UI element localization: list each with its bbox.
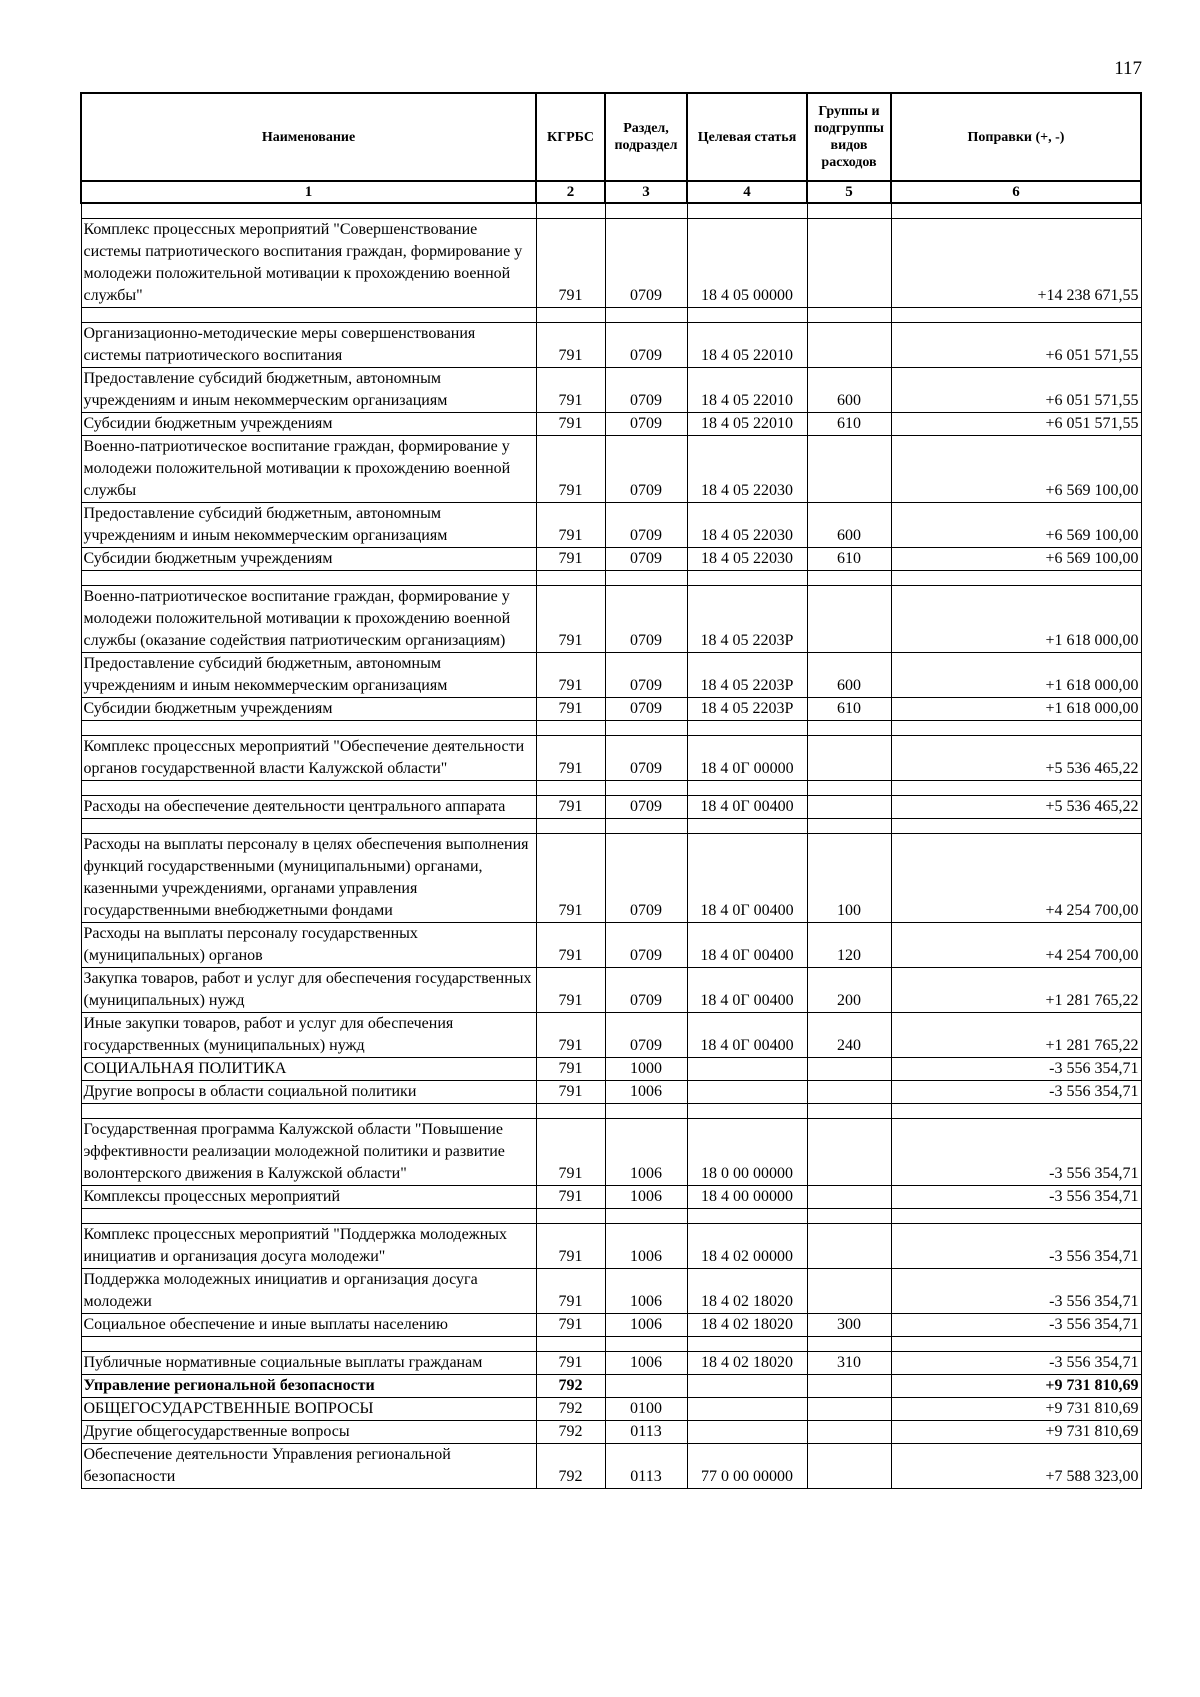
cell-amount: +5 536 465,22 [891, 736, 1141, 781]
cell-section: 1006 [605, 1314, 687, 1337]
spacer-cell [807, 571, 891, 586]
spacer-cell [687, 1104, 807, 1119]
spacer-cell [81, 1209, 536, 1224]
spacer-cell [891, 571, 1141, 586]
row-spacer [81, 203, 1141, 219]
cell-target: 18 4 02 18020 [687, 1352, 807, 1375]
cell-target: 18 4 05 22030 [687, 503, 807, 548]
cell-target: 18 4 05 22010 [687, 413, 807, 436]
cell-name: Государственная программа Калужской области "Повышение эффективности реализации молодежной политики и развитие волонтерского движения в Калужской области" [81, 1119, 536, 1186]
table-row [81, 219, 1141, 308]
table-row [81, 413, 1141, 436]
cell-name: Иные закупки товаров, работ и услуг для обеспечения государственных (муниципальных) нужд [81, 1013, 536, 1058]
cell-amount: +9 731 810,69 [891, 1421, 1141, 1444]
cell-kgrbs: 791 [536, 923, 605, 968]
cell-target: 18 4 0Г 00400 [687, 796, 807, 819]
spacer-cell [687, 308, 807, 323]
cell-target [687, 1421, 807, 1444]
cell-group [807, 1269, 891, 1314]
cell-amount: -3 556 354,71 [891, 1119, 1141, 1186]
cell-name: ОБЩЕГОСУДАРСТВЕННЫЕ ВОПРОСЫ [81, 1398, 536, 1421]
table-row [81, 1444, 1141, 1489]
spacer-cell [807, 203, 891, 219]
table-row [81, 698, 1141, 721]
table-row [81, 1186, 1141, 1209]
cell-kgrbs: 791 [536, 413, 605, 436]
cell-target: 18 0 00 00000 [687, 1119, 807, 1186]
budget-amendments-table [80, 92, 1142, 1489]
cell-section: 0709 [605, 796, 687, 819]
cell-group [807, 796, 891, 819]
table-row [81, 1421, 1141, 1444]
cell-name: Обеспечение деятельности Управления региональной безопасности [81, 1444, 536, 1489]
cell-name: Предоставление субсидий бюджетным, автономным учреждениям и иным некоммерческим организациям [81, 653, 536, 698]
cell-section: 0709 [605, 736, 687, 781]
cell-target [687, 1081, 807, 1104]
header-amendments: Поправки (+, -) [891, 93, 1141, 181]
cell-amount: +9 731 810,69 [891, 1398, 1141, 1421]
cell-amount: +6 051 571,55 [891, 413, 1141, 436]
table-header-row [81, 93, 1141, 181]
cell-kgrbs: 792 [536, 1398, 605, 1421]
spacer-cell [891, 819, 1141, 834]
cell-target: 18 4 05 00000 [687, 219, 807, 308]
cell-group [807, 1186, 891, 1209]
cell-section: 0709 [605, 436, 687, 503]
cell-name: Комплекс процессных мероприятий "Поддержка молодежных инициатив и организация досуга молодежи" [81, 1224, 536, 1269]
spacer-cell [687, 571, 807, 586]
cell-target [687, 1398, 807, 1421]
cell-amount: -3 556 354,71 [891, 1224, 1141, 1269]
spacer-cell [605, 1337, 687, 1352]
cell-kgrbs: 791 [536, 503, 605, 548]
cell-target: 18 4 02 18020 [687, 1269, 807, 1314]
cell-name: Военно-патриотическое воспитание граждан, формирование у молодежи положительной мотивации к прохождению военной службы (оказание содействия патриотическим организациям) [81, 586, 536, 653]
cell-amount: +1 618 000,00 [891, 653, 1141, 698]
spacer-cell [605, 781, 687, 796]
spacer-cell [807, 819, 891, 834]
cell-target: 18 4 05 2203Р [687, 653, 807, 698]
table-row [81, 323, 1141, 368]
cell-kgrbs: 791 [536, 436, 605, 503]
spacer-cell [536, 721, 605, 736]
cell-section: 0709 [605, 368, 687, 413]
cell-name: Предоставление субсидий бюджетным, автономным учреждениям и иным некоммерческим организациям [81, 503, 536, 548]
cell-name: Расходы на выплаты персоналу государственных (муниципальных) органов [81, 923, 536, 968]
cell-section: 0709 [605, 834, 687, 923]
spacer-cell [536, 1337, 605, 1352]
cell-section: 0709 [605, 653, 687, 698]
cell-group: 600 [807, 503, 891, 548]
table-body [81, 203, 1141, 1489]
row-spacer [81, 721, 1141, 736]
cell-target: 18 4 05 2203Р [687, 586, 807, 653]
table-row [81, 548, 1141, 571]
cell-kgrbs: 792 [536, 1421, 605, 1444]
table-row [81, 436, 1141, 503]
cell-amount: +5 536 465,22 [891, 796, 1141, 819]
cell-section: 0709 [605, 586, 687, 653]
spacer-cell [605, 571, 687, 586]
cell-section: 0709 [605, 413, 687, 436]
spacer-cell [605, 203, 687, 219]
row-spacer [81, 1209, 1141, 1224]
cell-target: 18 4 0Г 00000 [687, 736, 807, 781]
cell-group: 610 [807, 698, 891, 721]
cell-group [807, 586, 891, 653]
row-spacer [81, 1104, 1141, 1119]
cell-amount: +1 281 765,22 [891, 968, 1141, 1013]
cell-name: Расходы на выплаты персоналу в целях обеспечения выполнения функций государственными (муниципальными) органами, казенными учреждениями, органами управления государственными внебюджетными фондами [81, 834, 536, 923]
cell-target [687, 1058, 807, 1081]
cell-target: 18 4 05 2203Р [687, 698, 807, 721]
cell-amount: +6 569 100,00 [891, 503, 1141, 548]
table-row [81, 1013, 1141, 1058]
spacer-cell [807, 781, 891, 796]
cell-amount: +1 618 000,00 [891, 698, 1141, 721]
spacer-cell [605, 819, 687, 834]
cell-name: Субсидии бюджетным учреждениям [81, 698, 536, 721]
cell-group: 120 [807, 923, 891, 968]
table-row [81, 503, 1141, 548]
cell-group: 610 [807, 548, 891, 571]
cell-kgrbs: 791 [536, 1013, 605, 1058]
row-spacer [81, 571, 1141, 586]
cell-amount: -3 556 354,71 [891, 1352, 1141, 1375]
spacer-cell [687, 1337, 807, 1352]
cell-kgrbs: 791 [536, 1224, 605, 1269]
cell-target: 18 4 02 00000 [687, 1224, 807, 1269]
spacer-cell [81, 1104, 536, 1119]
table-row [81, 796, 1141, 819]
cell-name: Другие общегосударственные вопросы [81, 1421, 536, 1444]
cell-section: 0100 [605, 1398, 687, 1421]
spacer-cell [536, 203, 605, 219]
header-name: Наименование [81, 93, 536, 181]
cell-kgrbs: 791 [536, 736, 605, 781]
header-groups: Группы и подгруппы видов расходов [807, 93, 891, 181]
spacer-cell [687, 1209, 807, 1224]
cell-group: 240 [807, 1013, 891, 1058]
cell-kgrbs: 791 [536, 219, 605, 308]
cell-kgrbs: 791 [536, 653, 605, 698]
cell-amount: +4 254 700,00 [891, 923, 1141, 968]
cell-name: Субсидии бюджетным учреждениям [81, 413, 536, 436]
cell-target [687, 1375, 807, 1398]
cell-section: 0113 [605, 1444, 687, 1489]
column-number: 1 [81, 181, 536, 203]
cell-kgrbs: 791 [536, 1119, 605, 1186]
spacer-cell [536, 1104, 605, 1119]
cell-target: 18 4 02 18020 [687, 1314, 807, 1337]
cell-name: Управление региональной безопасности [81, 1375, 536, 1398]
table-row [81, 1058, 1141, 1081]
spacer-cell [891, 781, 1141, 796]
cell-name: Комплексы процессных мероприятий [81, 1186, 536, 1209]
cell-target: 18 4 05 22010 [687, 323, 807, 368]
cell-amount: +14 238 671,55 [891, 219, 1141, 308]
cell-name: Предоставление субсидий бюджетным, автономным учреждениям и иным некоммерческим организациям [81, 368, 536, 413]
spacer-cell [81, 203, 536, 219]
table-row [81, 736, 1141, 781]
table-row [81, 968, 1141, 1013]
cell-group: 600 [807, 653, 891, 698]
cell-section: 0709 [605, 503, 687, 548]
cell-group: 310 [807, 1352, 891, 1375]
cell-section [605, 1375, 687, 1398]
cell-group [807, 1058, 891, 1081]
cell-group [807, 1081, 891, 1104]
spacer-cell [81, 819, 536, 834]
cell-name: Закупка товаров, работ и услуг для обеспечения государственных (муниципальных) нужд [81, 968, 536, 1013]
cell-name: СОЦИАЛЬНАЯ ПОЛИТИКА [81, 1058, 536, 1081]
cell-amount: -3 556 354,71 [891, 1058, 1141, 1081]
cell-amount: +6 569 100,00 [891, 436, 1141, 503]
cell-section: 0709 [605, 923, 687, 968]
spacer-cell [81, 721, 536, 736]
cell-name: Организационно-методические меры совершенствования системы патриотического воспитания [81, 323, 536, 368]
page-number: 117 [1114, 58, 1142, 79]
cell-name: Военно-патриотическое воспитание граждан, формирование у молодежи положительной мотивации к прохождению военной службы [81, 436, 536, 503]
column-number: 5 [807, 181, 891, 203]
cell-group [807, 1398, 891, 1421]
cell-kgrbs: 791 [536, 323, 605, 368]
cell-amount: -3 556 354,71 [891, 1186, 1141, 1209]
table-row [81, 1352, 1141, 1375]
spacer-cell [807, 1104, 891, 1119]
spacer-cell [687, 203, 807, 219]
cell-target: 18 4 05 22030 [687, 548, 807, 571]
cell-section: 1006 [605, 1186, 687, 1209]
cell-name: Расходы на обеспечение деятельности центрального аппарата [81, 796, 536, 819]
table-row [81, 1398, 1141, 1421]
cell-name: Комплекс процессных мероприятий "Обеспечение деятельности органов государственной власти Калужской области" [81, 736, 536, 781]
cell-amount: +1 281 765,22 [891, 1013, 1141, 1058]
column-number: 3 [605, 181, 687, 203]
cell-name: Социальное обеспечение и иные выплаты населению [81, 1314, 536, 1337]
spacer-cell [891, 1104, 1141, 1119]
cell-section: 1006 [605, 1081, 687, 1104]
cell-target: 18 4 0Г 00400 [687, 968, 807, 1013]
cell-group [807, 1444, 891, 1489]
cell-section: 1006 [605, 1119, 687, 1186]
header-target: Целевая статья [687, 93, 807, 181]
cell-amount: +7 588 323,00 [891, 1444, 1141, 1489]
spacer-cell [687, 819, 807, 834]
cell-kgrbs: 791 [536, 834, 605, 923]
cell-amount: -3 556 354,71 [891, 1081, 1141, 1104]
cell-target: 18 4 0Г 00400 [687, 923, 807, 968]
cell-kgrbs: 791 [536, 968, 605, 1013]
spacer-cell [891, 1337, 1141, 1352]
spacer-cell [891, 308, 1141, 323]
row-spacer [81, 781, 1141, 796]
cell-amount: -3 556 354,71 [891, 1269, 1141, 1314]
spacer-cell [605, 308, 687, 323]
table-row [81, 368, 1141, 413]
cell-target: 18 4 05 22010 [687, 368, 807, 413]
cell-name: Комплекс процессных мероприятий "Совершенствование системы патриотического воспитания граждан, формирование у молодежи положительной мотивации к прохождению военной службы" [81, 219, 536, 308]
cell-kgrbs: 791 [536, 1352, 605, 1375]
spacer-cell [536, 819, 605, 834]
cell-group: 100 [807, 834, 891, 923]
cell-target: 18 4 0Г 00400 [687, 834, 807, 923]
cell-target: 18 4 05 22030 [687, 436, 807, 503]
cell-group [807, 436, 891, 503]
table-row [81, 1269, 1141, 1314]
cell-kgrbs: 791 [536, 1081, 605, 1104]
spacer-cell [536, 571, 605, 586]
table-row [81, 1081, 1141, 1104]
spacer-cell [536, 781, 605, 796]
cell-kgrbs: 791 [536, 586, 605, 653]
table-row [81, 1119, 1141, 1186]
cell-kgrbs: 791 [536, 1314, 605, 1337]
header-kgrbs: КГРБС [536, 93, 605, 181]
cell-amount: +4 254 700,00 [891, 834, 1141, 923]
cell-group [807, 1224, 891, 1269]
row-spacer [81, 308, 1141, 323]
cell-group [807, 1421, 891, 1444]
table-row [81, 834, 1141, 923]
cell-amount: +6 569 100,00 [891, 548, 1141, 571]
cell-section: 1006 [605, 1352, 687, 1375]
column-number: 4 [687, 181, 807, 203]
spacer-cell [81, 1337, 536, 1352]
spacer-cell [687, 721, 807, 736]
cell-amount: -3 556 354,71 [891, 1314, 1141, 1337]
spacer-cell [807, 1337, 891, 1352]
cell-name: Субсидии бюджетным учреждениям [81, 548, 536, 571]
spacer-cell [605, 721, 687, 736]
spacer-cell [891, 1209, 1141, 1224]
row-spacer [81, 819, 1141, 834]
table-row [81, 1224, 1141, 1269]
cell-name: Поддержка молодежных инициатив и организация досуга молодежи [81, 1269, 536, 1314]
cell-target: 77 0 00 00000 [687, 1444, 807, 1489]
spacer-cell [687, 781, 807, 796]
cell-section: 0709 [605, 1013, 687, 1058]
cell-name: Публичные нормативные социальные выплаты гражданам [81, 1352, 536, 1375]
spacer-cell [891, 721, 1141, 736]
spacer-cell [807, 308, 891, 323]
cell-section: 0709 [605, 698, 687, 721]
cell-group: 600 [807, 368, 891, 413]
table-row [81, 653, 1141, 698]
cell-group [807, 1119, 891, 1186]
cell-group [807, 219, 891, 308]
cell-kgrbs: 791 [536, 548, 605, 571]
header-section: Раздел, подраздел [605, 93, 687, 181]
cell-section: 0709 [605, 219, 687, 308]
cell-section: 0709 [605, 323, 687, 368]
cell-section: 0113 [605, 1421, 687, 1444]
cell-group: 300 [807, 1314, 891, 1337]
cell-name: Другие вопросы в области социальной политики [81, 1081, 536, 1104]
cell-group: 610 [807, 413, 891, 436]
cell-target: 18 4 0Г 00400 [687, 1013, 807, 1058]
cell-amount: +6 051 571,55 [891, 368, 1141, 413]
cell-section: 1000 [605, 1058, 687, 1081]
cell-amount: +1 618 000,00 [891, 586, 1141, 653]
column-number: 6 [891, 181, 1141, 203]
spacer-cell [81, 571, 536, 586]
table-row [81, 1375, 1141, 1398]
cell-group: 200 [807, 968, 891, 1013]
cell-group [807, 1375, 891, 1398]
spacer-cell [605, 1209, 687, 1224]
cell-kgrbs: 791 [536, 1186, 605, 1209]
row-spacer [81, 1337, 1141, 1352]
spacer-cell [536, 1209, 605, 1224]
cell-section: 0709 [605, 548, 687, 571]
table-row [81, 1314, 1141, 1337]
cell-kgrbs: 792 [536, 1444, 605, 1489]
cell-kgrbs: 791 [536, 796, 605, 819]
spacer-cell [605, 1104, 687, 1119]
cell-kgrbs: 791 [536, 698, 605, 721]
column-number-row [81, 181, 1141, 203]
table-row [81, 586, 1141, 653]
cell-kgrbs: 791 [536, 368, 605, 413]
column-number: 2 [536, 181, 605, 203]
spacer-cell [807, 721, 891, 736]
cell-kgrbs: 792 [536, 1375, 605, 1398]
spacer-cell [536, 308, 605, 323]
cell-amount: +9 731 810,69 [891, 1375, 1141, 1398]
cell-kgrbs: 791 [536, 1269, 605, 1314]
spacer-cell [891, 203, 1141, 219]
spacer-cell [81, 308, 536, 323]
spacer-cell [807, 1209, 891, 1224]
cell-section: 0709 [605, 968, 687, 1013]
spacer-cell [81, 781, 536, 796]
cell-section: 1006 [605, 1224, 687, 1269]
cell-group [807, 323, 891, 368]
cell-section: 1006 [605, 1269, 687, 1314]
cell-kgrbs: 791 [536, 1058, 605, 1081]
table-row [81, 923, 1141, 968]
cell-group [807, 736, 891, 781]
cell-target: 18 4 00 00000 [687, 1186, 807, 1209]
cell-amount: +6 051 571,55 [891, 323, 1141, 368]
